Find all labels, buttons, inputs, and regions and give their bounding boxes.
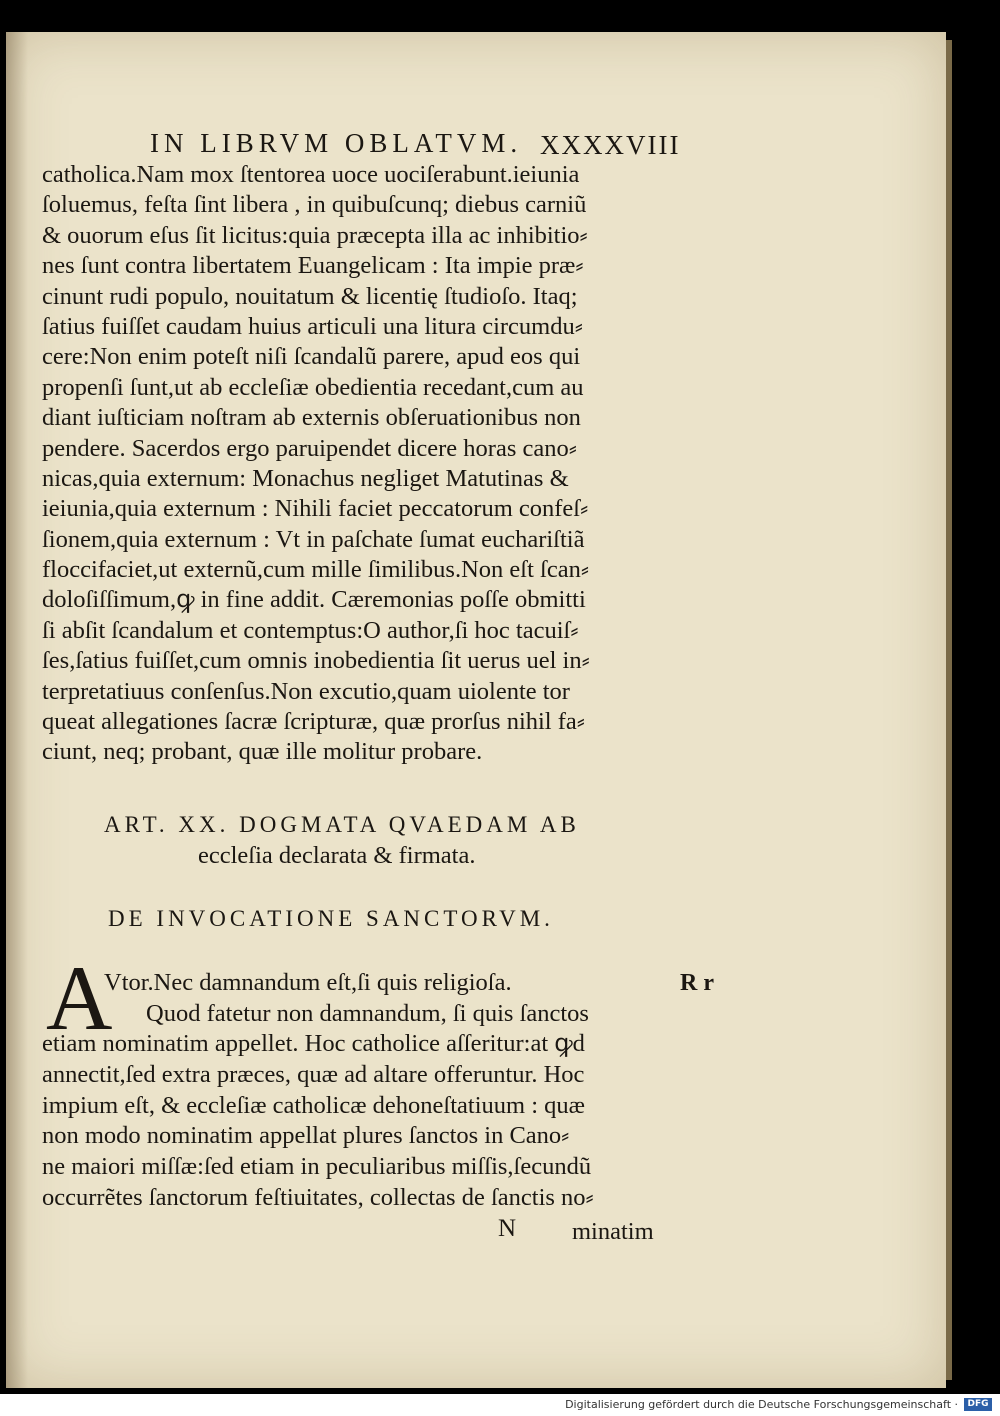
text-line: ſatius fuiſſet caudam huius articuli una litura circumdu⸗: [42, 312, 583, 340]
text-line: doloſiſſimum,ꝙ in fine addit. Cæremonias poſſe obmitti: [42, 586, 586, 614]
text-line: pendere. Sacerdos ergo paruipendet dicere horas cano⸗: [42, 434, 577, 462]
text-line: propenſi ſunt,ut ab eccleſiæ obedientia recedant,cum au: [42, 373, 584, 401]
text-line: catholica.Nam mox ſtentorea uoce uociſerabunt.ieiunia: [42, 161, 580, 188]
footer-bar: [0, 1394, 1000, 1416]
text-line: ieiunia,quia externum : Nihili faciet peccatorum confeſ⸗: [42, 495, 589, 523]
text-line: etiam nominatim appellet. Hoc catholice aſſeritur:at ꝙd: [42, 1030, 585, 1058]
text-line: nes ſunt contra libertatem Euangelicam : Ita impie præ⸗: [42, 252, 584, 280]
text-line: cinunt rudi populo, nouitatum & licentię ſtudioſo. Itaq;: [42, 282, 578, 310]
text-line: occurrẽtes ſanctorum feſtiuitates, collectas de ſanctis no⸗: [42, 1183, 594, 1211]
article-heading: ART. XX. DOGMATA QVAEDAM AB: [104, 812, 580, 837]
margin-note: R r: [680, 970, 714, 996]
text-line: non modo nominatim appellat plures ſanctos in Cano⸗: [42, 1122, 570, 1150]
spine-shadow: [6, 32, 28, 1388]
signature-mark: N: [498, 1215, 517, 1242]
text-line: ſionem,quia externum : Vt in paſchate ſumat euchariſtiã: [42, 525, 585, 553]
body-paragraph: [42, 160, 590, 768]
text-line: & ouorum eſus ſit licitus:quia præcepta illa ac inhibitio⸗: [42, 221, 588, 249]
text-line: cere:Non enim poteſt niſi ſcandalũ parere, apud eos qui: [42, 343, 581, 371]
article-subheading: eccleſia declarata & firmata.: [198, 842, 476, 869]
text-line: ſoluemus, feſta ſint libera , in quibuſcunq; diebus carniũ: [42, 191, 587, 219]
section-heading: DE INVOCATIONE SANCTORVM.: [108, 906, 554, 931]
dfg-logo: DFG: [964, 1398, 992, 1411]
text-line: nicas,quia externum: Monachus negliget Matutinas &: [42, 464, 569, 492]
page-edge: [946, 40, 952, 1380]
second-paragraph: [42, 968, 594, 1214]
folio-number: XXXXVIII: [540, 130, 681, 160]
text-line: floccifaciet,ut externũ,cum mille ſimilibus.Non eſt ſcan⸗: [42, 556, 589, 584]
drop-cap: A: [46, 947, 113, 1049]
text-line: terpretatiuus conſenſus.Non excutio,quam uiolente tor: [42, 677, 570, 705]
text-line: ſes,ſatius fuiſſet,cum omnis inobedientia ſit uerus uel in⸗: [42, 647, 590, 675]
text-line: Quod fatetur non damnandum, ſi quis ſanctos: [146, 999, 589, 1027]
text-line: ciunt, neq; probant, quæ ille molitur probare.: [42, 738, 483, 766]
footer-credit: Digitalisierung gefördert durch die Deutsche Forschungsgemeinschaft ·: [565, 1398, 958, 1411]
text-line: Vtor.Nec damnandum eſt,ſi quis religioſa.: [104, 969, 512, 996]
text-line: ne maiori miſſæ:ſed etiam in peculiaribus miſſis,ſecundũ: [42, 1153, 592, 1181]
catchword: minatim: [572, 1218, 654, 1245]
text-line: ſi abſit ſcandalum et contemptus:O author,ſi hoc tacuiſ⸗: [42, 616, 579, 644]
text-line: impium eſt, & eccleſiæ catholicæ dehoneſtatiuum : quæ: [42, 1091, 585, 1119]
text-line: diant iuſticiam noſtram ab externis obſeruationibus non: [42, 404, 581, 432]
text-line: annectit,ſed extra præces, quæ ad altare offeruntur. Hoc: [42, 1061, 585, 1089]
text-line: queat allegationes ſacræ ſcripturæ, quæ prorſus nihil fa⸗: [42, 708, 585, 736]
running-head: IN LIBRVM OBLATVM.: [150, 128, 523, 158]
